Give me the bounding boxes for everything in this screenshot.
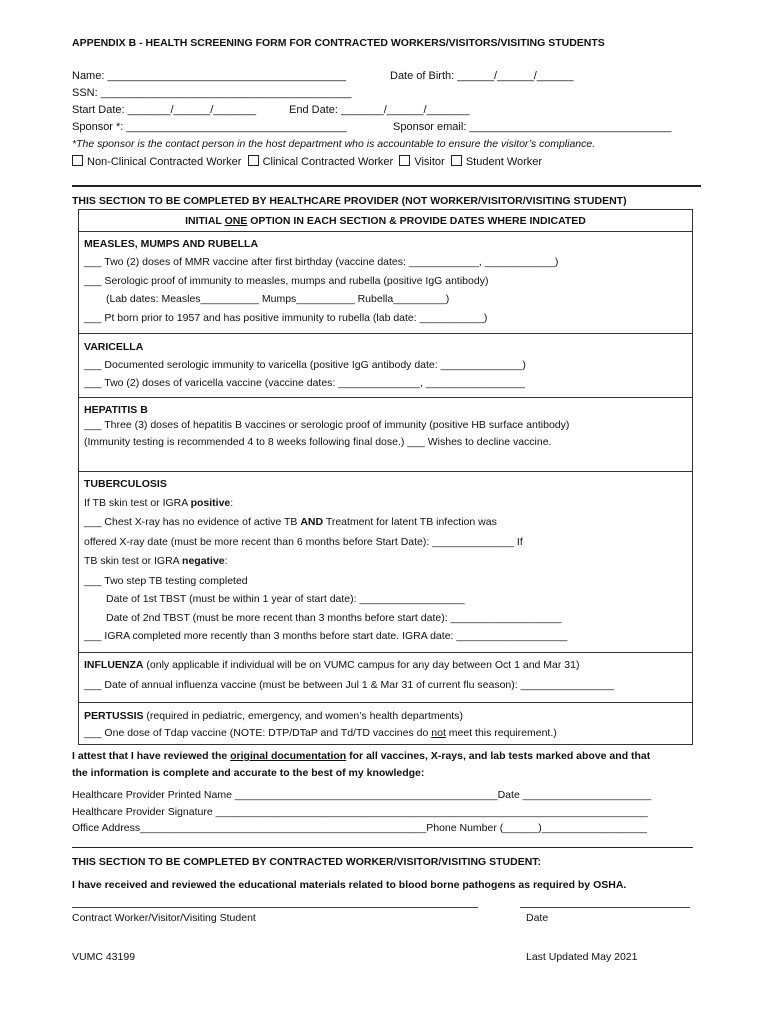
mmr-born-prior-1957[interactable]: ___ Pt born prior to 1957 and has positive immunity to rubella (lab date: ___________) — [84, 312, 488, 324]
instruction-text: INITIAL ONE OPTION IN EACH SECTION & PROVIDE DATES WHERE INDICATED — [185, 215, 586, 227]
provider-section-heading: THIS SECTION TO BE COMPLETED BY HEALTHCARE PROVIDER (NOT WORKER/VISITOR/VISITING STUDENT) — [72, 195, 627, 207]
sponsor-email-field[interactable]: Sponsor email: _________________________________ — [393, 121, 672, 133]
sponsor-note: *The sponsor is the contact person in the host department who is accountable to ensure the visitor’s compliance. — [72, 138, 596, 150]
checkbox-icon[interactable] — [248, 155, 259, 166]
tb-xray-date[interactable]: offered X-ray date (must be more recent than 6 months before Start Date): ______________ If — [84, 536, 523, 548]
varicella-serologic[interactable]: ___ Documented serologic immunity to varicella (positive IgG antibody date: ______________) — [84, 359, 526, 371]
attestation-line-1: I attest that I have reviewed the original documentation for all vaccines, X-rays, and lab tests marked above and that — [72, 750, 651, 762]
tuberculosis-title: TUBERCULOSIS — [84, 478, 167, 490]
worker-signature-label: Contract Worker/Visitor/Visiting Student — [72, 912, 256, 924]
influenza-vaccine-date[interactable]: ___ Date of annual influenza vaccine (must be between Jul 1 & Mar 31 of current flu season): ________________ — [84, 679, 615, 691]
form-id: VUMC 43199 — [72, 951, 136, 963]
worker-date-line[interactable] — [520, 907, 690, 908]
mmr-serologic-proof[interactable]: ___ Serologic proof of immunity to measles, mumps and rubella (positive IgG antibody) — [84, 275, 489, 287]
date-of-birth-field[interactable]: Date of Birth: ______/______/______ — [390, 70, 574, 82]
office-address-field[interactable]: Office Address_________________________________________________Phone Number (______)__________________ — [72, 822, 647, 834]
bbp-statement: I have received and reviewed the educational materials related to blood borne pathogens as required by OSHA. — [72, 879, 627, 891]
mmr-title: MEASLES, MUMPS AND RUBELLA — [84, 238, 259, 250]
end-date-field[interactable]: End Date: _______/______/_______ — [289, 104, 470, 116]
name-field[interactable]: Name: _______________________________________ — [72, 70, 347, 82]
pertussis-title: PERTUSSIS (required in pediatric, emergency, and women’s health departments) — [84, 710, 463, 722]
varicella-two-doses[interactable]: ___ Two (2) doses of varicella vaccine (vaccine dates: ______________, _________________ — [84, 377, 526, 389]
hepatitis-b-decline[interactable]: (Immunity testing is recommended 4 to 8 weeks following final dose.) ___ Wishes to decline vaccine. — [84, 436, 552, 448]
checkbox-icon[interactable] — [451, 155, 462, 166]
ssn-field[interactable]: SSN: _________________________________________ — [72, 87, 352, 99]
option-label: Non-Clinical Contracted Worker — [87, 156, 242, 168]
influenza-title: INFLUENZA (only applicable if individual will be on VUMC campus for any day between Oct 1 and Mar 31) — [84, 659, 580, 671]
section-divider — [72, 185, 701, 187]
tb-chest-xray[interactable]: ___ Chest X-ray has no evidence of active TB AND Treatment for latent TB infection was — [84, 516, 497, 528]
worker-date-label: Date — [526, 912, 549, 924]
start-date-field[interactable]: Start Date: _______/______/_______ — [72, 104, 257, 116]
sponsor-field[interactable]: Sponsor *: ____________________________________ — [72, 121, 347, 133]
pertussis-tdap[interactable]: ___ One dose of Tdap vaccine (NOTE: DTP/DTaP and Td/TD vaccines do not meet this requirement.) — [84, 727, 557, 739]
tb-negative-label: TB skin test or IGRA negative: — [84, 555, 228, 567]
worker-signature-line[interactable] — [72, 907, 478, 908]
worker-type-options — [72, 155, 542, 169]
provider-printed-name-field[interactable]: Healthcare Provider Printed Name _____________________________________________Date ______________________ — [72, 789, 652, 801]
checkbox-icon[interactable] — [72, 155, 83, 166]
checkbox-icon[interactable] — [399, 155, 410, 166]
worker-section-divider — [72, 847, 693, 848]
last-updated: Last Updated May 2021 — [526, 951, 638, 963]
tb-positive-label: If TB skin test or IGRA positive: — [84, 497, 234, 509]
option-non-clinical[interactable] — [72, 156, 241, 168]
provider-signature-field[interactable]: Healthcare Provider Signature __________________________________________________________________________ — [72, 806, 648, 818]
varicella-title: VARICELLA — [84, 341, 144, 353]
tb-second-tbst[interactable]: Date of 2nd TBST (must be more recent than 3 months before start date): ___________________ — [106, 612, 562, 624]
mmr-lab-dates[interactable]: (Lab dates: Measles__________ Mumps__________ Rubella_________) — [106, 293, 450, 305]
tb-two-step[interactable]: ___ Two step TB testing completed — [84, 575, 248, 587]
hepatitis-b-title: HEPATITIS B — [84, 404, 148, 416]
tb-igra[interactable]: ___ IGRA completed more recently than 3 months before start date. IGRA date: ___________________ — [84, 630, 568, 642]
tb-first-tbst[interactable]: Date of 1st TBST (must be within 1 year of start date): __________________ — [106, 593, 465, 605]
option-student-worker[interactable] — [451, 156, 542, 168]
option-visitor[interactable] — [399, 156, 444, 168]
hepatitis-b-three-doses[interactable]: ___ Three (3) doses of hepatitis B vaccines or serologic proof of immunity (positive HB surface antibody) — [84, 419, 570, 431]
option-label: Clinical Contracted Worker — [262, 156, 394, 168]
mmr-two-doses[interactable]: ___ Two (2) doses of MMR vaccine after first birthday (vaccine dates: ____________, ____________) — [84, 256, 559, 268]
option-clinical[interactable] — [248, 156, 394, 168]
form-title: APPENDIX B - HEALTH SCREENING FORM FOR CONTRACTED WORKERS/VISITORS/VISITING STUDENTS — [72, 37, 605, 49]
option-label: Student Worker — [465, 156, 543, 168]
attestation-line-2: the information is complete and accurate to the best of my knowledge: — [72, 767, 425, 779]
worker-section-heading: THIS SECTION TO BE COMPLETED BY CONTRACTED WORKER/VISITOR/VISITING STUDENT: — [72, 856, 542, 868]
option-label: Visitor — [414, 156, 445, 168]
